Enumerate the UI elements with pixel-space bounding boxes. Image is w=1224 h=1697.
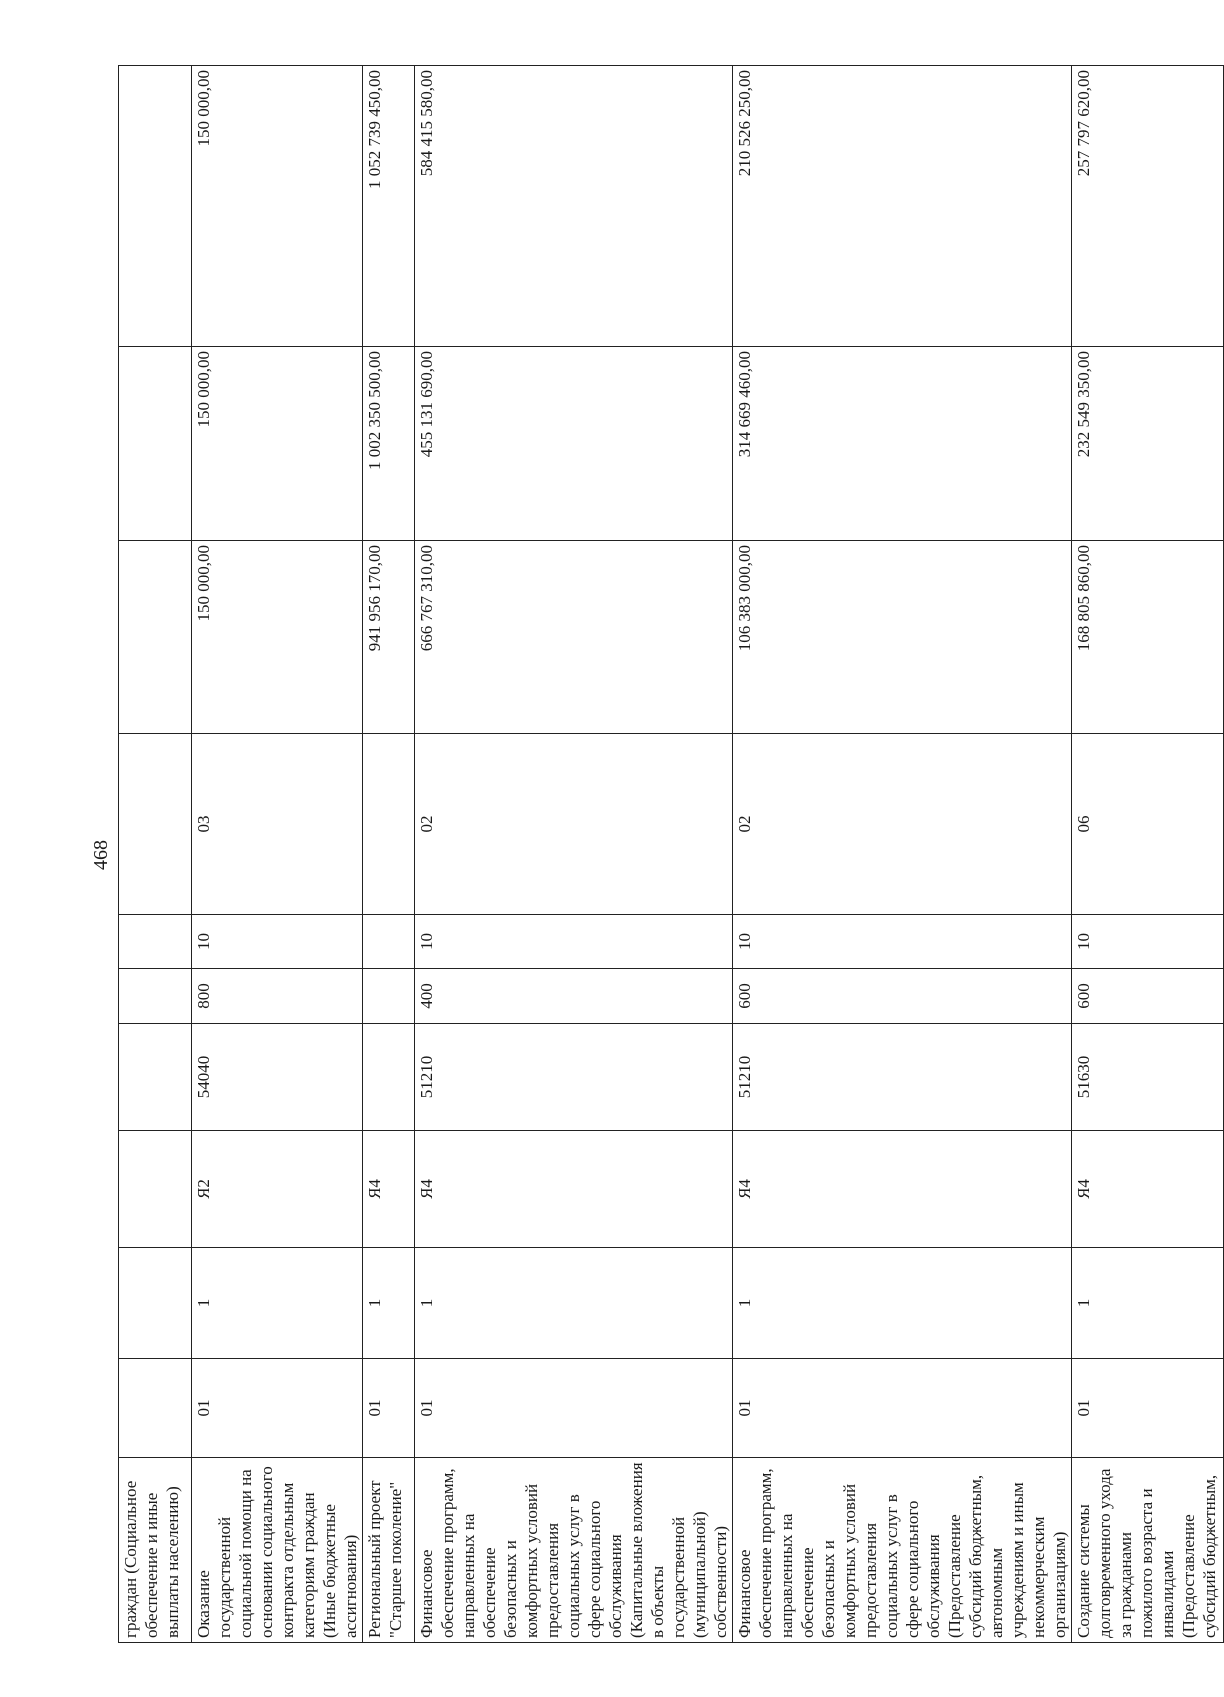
- expense-type-code: [363, 969, 415, 1024]
- amount-year-2: 314 669 460,00: [733, 347, 1072, 541]
- program-code: [119, 1359, 192, 1458]
- table-row: [733, 66, 1072, 1643]
- amount-year-2: 232 549 350,00: [1072, 347, 1224, 541]
- row-name: Создание системы долговременного ухода за гражданами пожилого возраста и инвалидами (Предоставление субсидий бюджетным,: [1072, 1458, 1224, 1643]
- program-code: 01: [192, 1359, 363, 1458]
- direction-code: 51630: [1072, 1024, 1224, 1131]
- program-code: 01: [1072, 1359, 1224, 1458]
- direction-code: 51210: [733, 1024, 1072, 1131]
- amount-year-3: 150 000,00: [192, 66, 363, 347]
- amount-year-1: 168 805 860,00: [1072, 541, 1224, 734]
- expense-type-code: 600: [733, 969, 1072, 1024]
- row-name: Финансовое обеспечение программ, направленных на обеспечение безопасных и комфортных условий предоставления социальных услуг в сфере социального обслуживания (Капитальные вложения в объекты государственной (муниципальной) собственности): [415, 1458, 733, 1643]
- expense-type-code: 800: [192, 969, 363, 1024]
- amount-year-3: [119, 66, 192, 347]
- amount-year-3: 584 415 580,00: [415, 66, 733, 347]
- amount-year-1: 150 000,00: [192, 541, 363, 734]
- budget-table-container: [118, 65, 1219, 1643]
- project-code: [119, 1131, 192, 1248]
- project-code: Я2: [192, 1131, 363, 1248]
- direction-code: 51210: [415, 1024, 733, 1131]
- amount-year-2: 1 002 350 500,00: [363, 347, 415, 541]
- subsection-code: [363, 734, 415, 915]
- amount-year-1: 666 767 310,00: [415, 541, 733, 734]
- table-row: [1072, 66, 1224, 1643]
- expense-type-code: 400: [415, 969, 733, 1024]
- project-code: Я4: [363, 1131, 415, 1248]
- direction-code: [119, 1024, 192, 1131]
- subprogram-code: 1: [415, 1248, 733, 1359]
- page-number: 468: [90, 840, 112, 870]
- subprogram-code: 1: [1072, 1248, 1224, 1359]
- amount-year-3: 210 526 250,00: [733, 66, 1072, 347]
- table-row: [192, 66, 363, 1643]
- project-code: Я4: [1072, 1131, 1224, 1248]
- section-code: 10: [1072, 915, 1224, 969]
- amount-year-2: 150 000,00: [192, 347, 363, 541]
- subprogram-code: 1: [363, 1248, 415, 1359]
- program-code: 01: [415, 1359, 733, 1458]
- amount-year-2: 455 131 690,00: [415, 347, 733, 541]
- subsection-code: 02: [733, 734, 1072, 915]
- table-row: [415, 66, 733, 1643]
- row-name: Региональный проект "Старшее поколение": [363, 1458, 415, 1643]
- direction-code: [363, 1024, 415, 1131]
- amount-year-1: 106 383 000,00: [733, 541, 1072, 734]
- program-code: 01: [363, 1359, 415, 1458]
- subprogram-code: [119, 1248, 192, 1359]
- expense-type-code: [119, 969, 192, 1024]
- subprogram-code: 1: [192, 1248, 363, 1359]
- section-code: [119, 915, 192, 969]
- section-code: 10: [415, 915, 733, 969]
- amount-year-1: 941 956 170,00: [363, 541, 415, 734]
- subsection-code: [119, 734, 192, 915]
- row-name: Оказание государственной социальной помощи на основании социального контракта отдельным категориям граждан (Иные бюджетные ассигнования): [192, 1458, 363, 1643]
- section-code: 10: [733, 915, 1072, 969]
- section-code: 10: [192, 915, 363, 969]
- table-row: [119, 66, 192, 1643]
- amount-year-1: [119, 541, 192, 734]
- direction-code: 54040: [192, 1024, 363, 1131]
- amount-year-3: 1 052 739 450,00: [363, 66, 415, 347]
- budget-table: [118, 65, 1224, 1643]
- amount-year-3: 257 797 620,00: [1072, 66, 1224, 347]
- subsection-code: 02: [415, 734, 733, 915]
- section-code: [363, 915, 415, 969]
- expense-type-code: 600: [1072, 969, 1224, 1024]
- subsection-code: 03: [192, 734, 363, 915]
- table-row: [363, 66, 415, 1643]
- row-name: граждан (Социальное обеспечение и иные выплаты населению): [119, 1458, 192, 1643]
- subprogram-code: 1: [733, 1248, 1072, 1359]
- project-code: Я4: [733, 1131, 1072, 1248]
- program-code: 01: [733, 1359, 1072, 1458]
- amount-year-2: [119, 347, 192, 541]
- row-name: Финансовое обеспечение программ, направленных на обеспечение безопасных и комфортных условий предоставления социальных услуг в сфере социального обслуживания (Предоставление субсидий бюджетным, автономным учреждениям и иным некоммерческим организациям): [733, 1458, 1072, 1643]
- project-code: Я4: [415, 1131, 733, 1248]
- subsection-code: 06: [1072, 734, 1224, 915]
